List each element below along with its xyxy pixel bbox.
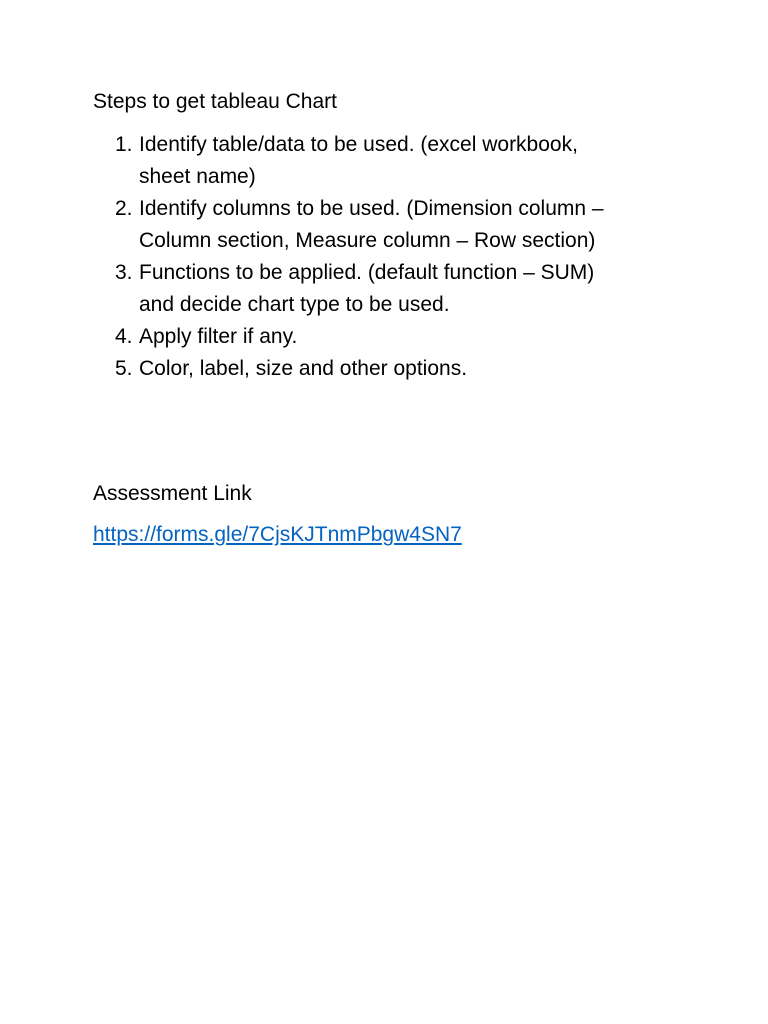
- step-text-line: Column section, Measure column – Row section): [139, 229, 596, 252]
- step-text-line: Identify columns to be used. (Dimension column –: [139, 197, 604, 220]
- assessment-label: Assessment Link: [93, 482, 252, 505]
- step-text-line: Identify table/data to be used. (excel workbook,: [139, 133, 578, 156]
- assessment-link[interactable]: https://forms.gle/7CjsKJTnmPbgw4SN7: [93, 523, 462, 546]
- step-text-line: sheet name): [139, 165, 256, 188]
- step-text-line: Functions to be applied. (default function – SUM): [139, 261, 595, 284]
- step-item-4: [93, 321, 693, 353]
- step-item-5: [93, 353, 693, 385]
- step-item-2: [93, 193, 693, 257]
- step-number: 2.: [115, 197, 133, 220]
- step-text-line: Apply filter if any.: [139, 325, 298, 348]
- step-number: 1.: [115, 133, 133, 156]
- document-heading: Steps to get tableau Chart: [93, 90, 337, 113]
- step-number: 3.: [115, 261, 133, 284]
- step-text-line: and decide chart type to be used.: [139, 293, 450, 316]
- step-item-1: [93, 129, 693, 193]
- step-number: 4.: [115, 325, 133, 348]
- step-number: 5.: [115, 357, 133, 380]
- steps-list: [93, 129, 693, 385]
- step-item-3: [93, 257, 693, 321]
- step-text-line: Color, label, size and other options.: [139, 357, 468, 380]
